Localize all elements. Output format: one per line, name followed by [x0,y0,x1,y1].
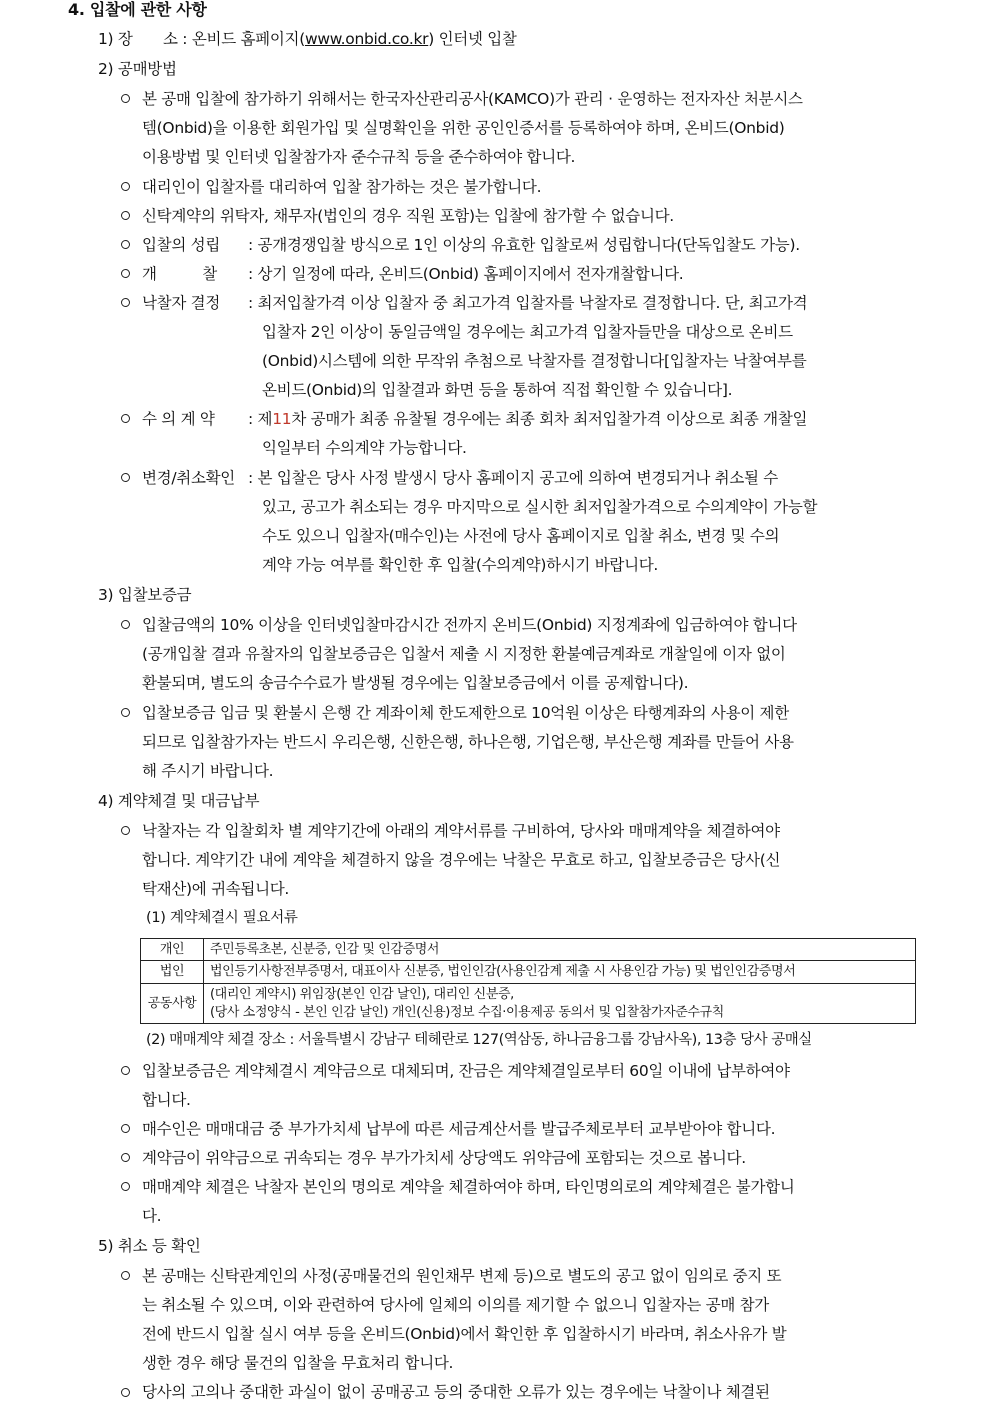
term-text: (Onbid)시스템에 의한 무작위 추첨으로 낙찰자를 결정합니다[입찰자는 낙찰여부를 [262,352,807,370]
paragraph-line: 당사의 고의나 중대한 과실이 없이 공매공고 등의 중대한 오류가 있는 경우에는 낙찰이나 체결된 [142,1383,770,1401]
term-text: 익일부터 수의계약 가능합니다. [262,439,467,457]
term-text: 온비드(Onbid)의 입찰결과 화면 등을 통하여 직접 확인할 수 있습니다]. [262,381,733,399]
term-label: 개 찰 [142,265,217,283]
term-text: : 공개경쟁입찰 방식으로 1인 이상의 유효한 입찰로써 성립합니다(단독입찰도 가능). [248,236,800,254]
table-cell-key: 공동사항 [141,984,204,1024]
paragraph-line: 되므로 입찰참가자는 반드시 우리은행, 신한은행, 하나은행, 기업은행, 부산은행 계좌를 만들어 사용 [142,733,794,751]
term-text-pre: : 제 [248,410,273,428]
paragraph-line: 템(Onbid)을 이용한 회원가입 및 실명확인을 위한 공인인증서를 등록하여야 하며, 온비드(Onbid) [142,119,785,137]
bullet-icon [121,94,130,103]
location-line [98,29,517,49]
paragraph-line: 낙찰자는 각 입찰회차 별 계약기간에 아래의 계약서류를 구비하여, 당사와 매매계약을 체결하여야 [142,822,780,840]
sub-heading: (2) 매매계약 체결 장소 : 서울특별시 강남구 테헤란로 127(역삼동, 하나금융그룹 강남사옥), 13층 당사 공매실 [146,1032,812,1048]
bullet-icon [121,269,130,278]
table-cell-key: 법인 [141,961,204,984]
paragraph-line: 신탁계약의 위탁자, 채무자(법인의 경우 직원 포함)는 입찰에 참가할 수 없습니다. [142,207,674,225]
term-text: 있고, 공고가 취소되는 경우 마지막으로 실시한 최저입찰가격으로 수의계약이 가능할 [262,498,818,516]
paragraph-line: 환불되며, 별도의 송금수수료가 발생될 경우에는 입찰보증금에서 이를 공제합니다). [142,674,689,692]
bullet-icon [121,1271,130,1280]
paragraph-line: 이용방법 및 인터넷 입찰참가자 준수규칙 등을 준수하여야 합니다. [142,148,576,166]
term-text [248,409,807,429]
term-text: 계약 가능 여부를 확인한 후 입찰(수의계약)하시기 바랍니다. [262,556,659,574]
bullet-icon [121,182,130,191]
term-text: 수도 있으니 입찰자(매수인)는 사전에 당사 홈페이지로 입찰 취소, 변경 및 수의 [262,527,780,545]
bullet-icon [121,1153,130,1162]
paragraph-line: 는 취소될 수 있으며, 이와 관련하여 당사에 일체의 이의를 제기할 수 없으니 입찰자는 공매 참가 [142,1296,769,1314]
term-label: 수 의 계 약 [142,410,215,428]
table-cell-value: 주민등록초본, 신분증, 인감 및 인감증명서 [204,939,916,961]
table-cell-value [204,984,916,1024]
bullet-icon [121,708,130,717]
subsection-title: 4) 계약체결 및 대금납부 [98,792,260,810]
bullet-icon [121,1182,130,1191]
paragraph-line: 입찰보증금은 계약체결시 계약금으로 대체되며, 잔금은 계약체결일로부터 60일 이내에 납부하여야 [142,1062,790,1080]
subsection-title: 2) 공매방법 [98,60,177,78]
table-cell-value: 법인등기사항전부증명서, 대표이사 신분증, 법인인감(사용인감계 제출 시 사용인감 가능) 및 법인인감증명서 [204,961,916,984]
subsection-title: 3) 입찰보증금 [98,586,192,604]
term-text: 입찰자 2인 이상이 동일금액일 경우에는 최고가격 입찰자들만을 대상으로 온비드 [262,323,793,341]
paragraph-line: 계약금이 위약금으로 귀속되는 경우 부가가치세 상당액도 위약금에 포함되는 것으로 봅니다. [142,1149,746,1167]
table-row [141,939,916,961]
paragraph-line: 다. [142,1207,162,1225]
round-number: 11 [272,410,292,428]
paragraph-line: 입찰보증금 입금 및 환불시 은행 간 계좌이체 한도제한으로 10억원 이상은 타행계좌의 사용이 제한 [142,704,789,722]
term-label: 낙찰자 결정 [142,294,220,312]
paragraph-line: 전에 반드시 입찰 실시 여부 등을 온비드(Onbid)에서 확인한 후 입찰하시기 바라며, 취소사유가 발 [142,1325,787,1343]
bullet-icon [121,826,130,835]
table-cell-line: (당사 소정양식 - 본인 인감 날인) 개인(신용)정보 수집·이용제공 동의서 및 입찰참가자준수규칙 [210,1004,724,1020]
paragraph-line: 본 공매는 신탁관계인의 사정(공매물건의 원인채무 변제 등)으로 별도의 공고 없이 임의로 중지 또 [142,1267,782,1285]
paragraph-line: 합니다. 계약기간 내에 계약을 체결하지 않을 경우에는 낙찰은 무효로 하고, 입찰보증금은 당사(신 [142,851,781,869]
bullet-icon [121,473,130,482]
location-label: 1) 장 소 : 온비드 홈페이지( [98,30,305,48]
paragraph-line: (공개입찰 결과 유찰자의 입찰보증금은 입찰서 제출 시 지정한 환불예금계좌로 개찰일에 이자 없이 [142,645,786,663]
paragraph-line: 본 공매 입찰에 참가하기 위해서는 한국자산관리공사(KAMCO)가 관리 · 운영하는 전자자산 처분시스 [142,90,803,108]
paragraph-line: 입찰금액의 10% 이상을 인터넷입찰마감시간 전까지 온비드(Onbid) 지정계좌에 입금하여야 합니다 [142,616,797,634]
term-text: : 상기 일정에 따라, 온비드(Onbid) 홈페이지에서 전자개찰합니다. [248,265,684,283]
paragraph-line: 생한 경우 해당 물건의 입찰을 무효처리 합니다. [142,1354,454,1372]
term-text: : 본 입찰은 당사 사정 발생시 당사 홈페이지 공고에 의하여 변경되거나 취소될 수 [248,469,778,487]
bullet-icon [121,414,130,423]
bullet-icon [121,240,130,249]
section-heading: 4. 입찰에 관한 사항 [68,0,207,19]
term-text: : 최저입찰가격 이상 입찰자 중 최고가격 입찰자를 낙찰자로 결정합니다. 단, 최고가격 [248,294,808,312]
bullet-icon [121,211,130,220]
sub-heading: (1) 계약체결시 필요서류 [146,910,298,926]
table-cell-key: 개인 [141,939,204,961]
bullet-icon [121,1388,130,1397]
term-label: 입찰의 성립 [142,236,220,254]
paragraph-line: 대리인이 입찰자를 대리하여 입찰 참가하는 것은 불가합니다. [142,178,542,196]
location-tail: ) 인터넷 입찰 [428,30,517,48]
paragraph-line: 탁재산)에 귀속됩니다. [142,880,290,898]
bullet-icon [121,298,130,307]
onbid-link[interactable]: www.onbid.co.kr [304,30,429,48]
table-cell-line: (대리인 계약시) 위임장(본인 인감 날인), 대리인 신분증, [210,986,514,1002]
paragraph-line: 합니다. [142,1091,191,1109]
bullet-icon [121,1124,130,1133]
table-row [141,961,916,984]
paragraph-line: 매수인은 매매대금 중 부가가치세 납부에 따른 세금계산서를 발급주체로부터 교부받아야 합니다. [142,1120,776,1138]
subsection-title: 5) 취소 등 확인 [98,1237,201,1255]
term-label: 변경/취소확인 [142,469,235,487]
table-row [141,984,916,1024]
bullet-icon [121,1066,130,1075]
term-text-post: 차 공매가 최종 유찰될 경우에는 최종 회차 최저입찰가격 이상으로 최종 개찰일 [291,410,808,428]
paragraph-line: 해 주시기 바랍니다. [142,762,274,780]
paragraph-line: 매매계약 체결은 낙찰자 본인의 명의로 계약을 체결하여야 하며, 타인명의로의 계약체결은 불가합니 [142,1178,795,1196]
required-documents-table [140,938,916,1024]
bullet-icon [121,620,130,629]
